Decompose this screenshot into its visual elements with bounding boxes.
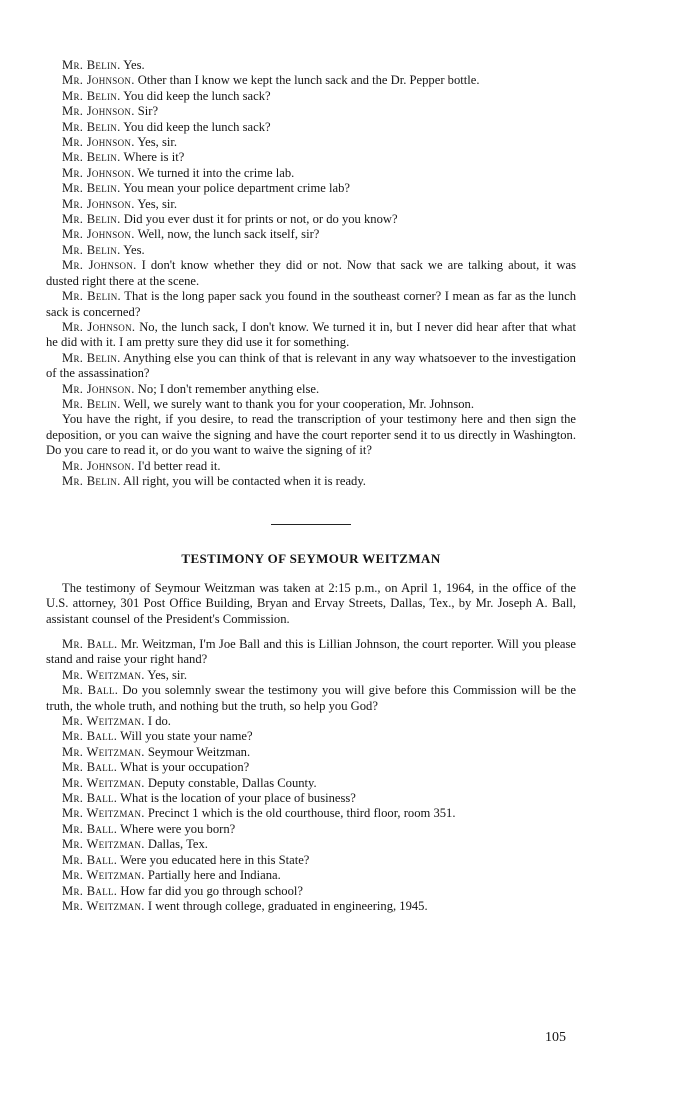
speaker-name: Mr. Weitzman.	[62, 744, 145, 759]
dialogue-line	[46, 397, 576, 412]
speaker-name: Mr. Weitzman.	[62, 714, 145, 729]
dialogue-line	[46, 459, 576, 474]
transcript-page	[46, 58, 576, 914]
speech-text: I do.	[144, 714, 171, 729]
dialogue-line	[46, 181, 576, 196]
speech-text: I went through college, graduated in engineering, 1945.	[144, 898, 428, 913]
dialogue-line	[46, 227, 576, 242]
dialogue-line	[46, 150, 576, 165]
speech-text: How far did you go through school?	[117, 883, 303, 898]
speaker-name: Mr. Weitzman.	[62, 806, 145, 821]
speaker-name: Mr. Belin.	[62, 181, 121, 196]
speech-text: We turned it into the crime lab.	[134, 165, 295, 180]
dialogue-line	[46, 760, 576, 775]
dialogue-line	[46, 197, 576, 212]
speaker-name: Mr. Ball.	[62, 883, 118, 898]
speech-text: Well, now, the lunch sack itself, sir?	[134, 227, 320, 242]
speech-text: Yes.	[120, 58, 145, 72]
speaker-name: Mr. Ball.	[62, 791, 118, 806]
dialogue-line	[46, 822, 576, 837]
speaker-name: Mr. Weitzman.	[62, 667, 145, 682]
dialogue-line	[46, 166, 576, 181]
dialogue-line	[46, 73, 576, 88]
speech-text: Well, we surely want to thank you for your cooperation, Mr. Johnson.	[120, 396, 474, 411]
speaker-name: Mr. Johnson.	[62, 227, 135, 242]
speech-text: Where were you born?	[117, 821, 236, 836]
dialogue-line	[46, 258, 576, 289]
dialogue-line	[46, 776, 576, 791]
speech-text: Do you solemnly swear the testimony you will give before this Commission will be the truth, the whole truth, and nothing but the truth, so help you God?	[46, 683, 576, 713]
dialogue-line	[46, 104, 576, 119]
speaker-name: Mr. Ball.	[62, 683, 119, 698]
speaker-name: Mr. Johnson.	[62, 319, 136, 334]
speaker-name: Mr. Johnson.	[62, 381, 135, 396]
dialogue-line	[46, 212, 576, 227]
speech-text: Yes.	[120, 242, 145, 257]
speaker-name: Mr. Ball.	[62, 760, 118, 775]
speaker-name: Mr. Belin.	[62, 119, 121, 134]
speech-text: Yes, sir.	[134, 135, 178, 150]
speech-text: No, the lunch sack, I don't know. We turned it in, but I never did hear after that what he did with it. I am pretty sure they did use it for something.	[46, 319, 576, 350]
dialogue-line	[46, 320, 576, 351]
dialogue-line	[46, 120, 576, 135]
speaker-name: Mr. Johnson.	[62, 135, 135, 150]
speech-text: Mr. Weitzman, I'm Joe Ball and this is Lillian Johnson, the court reporter. Will you please stand and raise your right hand?	[46, 637, 576, 667]
speech-text: Precinct 1 which is the old courthouse, third floor, room 351.	[144, 806, 456, 821]
dialogue-line	[46, 745, 576, 760]
speaker-name: Mr. Belin.	[62, 88, 121, 103]
speaker-name: Mr. Johnson.	[62, 196, 135, 211]
spacer	[46, 627, 576, 637]
speaker-name: Mr. Belin.	[62, 289, 121, 304]
dialogue-line	[46, 382, 576, 397]
speech-text: Yes, sir.	[144, 667, 188, 682]
ball-weitzman-exchange	[46, 637, 576, 914]
speaker-name: Mr. Johnson.	[62, 104, 135, 119]
speaker-name: Mr. Belin.	[62, 212, 121, 227]
dialogue-line	[46, 884, 576, 899]
dialogue-line	[46, 412, 576, 458]
speech-text: No; I don't remember anything else.	[134, 381, 320, 396]
dialogue-line	[46, 474, 576, 489]
section-heading: TESTIMONY OF SEYMOUR WEITZMAN	[181, 551, 441, 567]
dialogue-line	[46, 351, 576, 382]
speech-text: Dallas, Tex.	[144, 837, 208, 852]
speech-text: Will you state your name?	[117, 729, 253, 744]
dialogue-line	[46, 89, 576, 104]
speaker-name: Mr. Johnson.	[62, 258, 137, 273]
speech-text: Anything else you can think of that is relevant in any way whatsoever to the investigation of the assassination?	[46, 350, 576, 381]
dialogue-line	[46, 668, 576, 683]
speech-text: I'd better read it.	[134, 458, 221, 473]
speech-text: Yes, sir.	[134, 196, 178, 211]
speaker-name: Mr. Ball.	[62, 729, 118, 744]
speech-text: You have the right, if you desire, to read the transcription of your testimony here and then sign the deposition, or you can waive the signing and have the court reporter send it to us directly in Washington. Do you care to read it, or do you want to waive the signing of it?	[46, 412, 576, 458]
speaker-name: Mr. Belin.	[62, 396, 121, 411]
speaker-name: Mr. Ball.	[62, 637, 118, 651]
speaker-name: Mr. Belin.	[62, 58, 121, 72]
dialogue-line	[46, 868, 576, 883]
dialogue-line	[46, 853, 576, 868]
speaker-name: Mr. Weitzman.	[62, 837, 145, 852]
speech-text: You did keep the lunch sack?	[120, 119, 271, 134]
dialogue-line	[46, 791, 576, 806]
intro-paragraph: The testimony of Seymour Weitzman was taken at 2:15 p.m., on April 1, 1964, in the office of the U.S. attorney, 301 Post Office Building, Bryan and Ervay Streets, Dallas, Tex., by Mr. Joseph A. Ball, assistant counsel of the President's Commission.	[46, 580, 576, 626]
section-divider	[271, 524, 351, 525]
speaker-name: Mr. Weitzman.	[62, 898, 145, 913]
dialogue-line	[46, 637, 576, 668]
speech-text: Other than I know we kept the lunch sack and the Dr. Pepper bottle.	[134, 73, 480, 88]
speech-text: I don't know whether they did or not. Now that sack we are talking about, it was dusted right there at the scene.	[46, 258, 576, 288]
speech-text: Sir?	[134, 104, 159, 119]
speech-text: Seymour Weitzman.	[144, 744, 251, 759]
speaker-name: Mr. Johnson.	[62, 73, 135, 88]
speaker-name: Mr. Ball.	[62, 852, 118, 867]
dialogue-line	[46, 837, 576, 852]
speaker-name: Mr. Belin.	[62, 350, 121, 365]
speech-text: Partially here and Indiana.	[144, 868, 281, 883]
speech-text: Did you ever dust it for prints or not, or do you know?	[120, 212, 398, 227]
speech-text: That is the long paper sack you found in the southeast corner? I mean as far as the lunch sack is concerned?	[46, 289, 576, 319]
speaker-name: Mr. Belin.	[62, 242, 121, 257]
speaker-name: Mr. Ball.	[62, 821, 118, 836]
dialogue-line	[46, 135, 576, 150]
speech-text: You did keep the lunch sack?	[120, 88, 271, 103]
speech-text: Where is it?	[120, 150, 185, 165]
dialogue-line	[46, 683, 576, 714]
page-number: 105	[545, 1030, 566, 1045]
dialogue-line	[46, 729, 576, 744]
speaker-name: Mr. Belin.	[62, 473, 121, 488]
dialogue-line	[46, 243, 576, 258]
speaker-name: Mr. Belin.	[62, 150, 121, 165]
speech-text: What is your occupation?	[117, 760, 250, 775]
speaker-name: Mr. Weitzman.	[62, 868, 145, 883]
dialogue-line	[46, 58, 576, 73]
speaker-name: Mr. Johnson.	[62, 165, 135, 180]
speech-text: You mean your police department crime lab?	[120, 181, 350, 196]
belin-johnson-exchange	[46, 58, 576, 489]
dialogue-line	[46, 289, 576, 320]
speaker-name: Mr. Johnson.	[62, 458, 135, 473]
speech-text: All right, you will be contacted when it is ready.	[120, 473, 366, 488]
dialogue-line	[46, 714, 576, 729]
speech-text: What is the location of your place of business?	[117, 791, 356, 806]
speech-text: Deputy constable, Dallas County.	[144, 775, 317, 790]
speaker-name: Mr. Weitzman.	[62, 775, 145, 790]
dialogue-line	[46, 806, 576, 821]
speech-text: Were you educated here in this State?	[117, 852, 310, 867]
dialogue-line	[46, 899, 576, 914]
